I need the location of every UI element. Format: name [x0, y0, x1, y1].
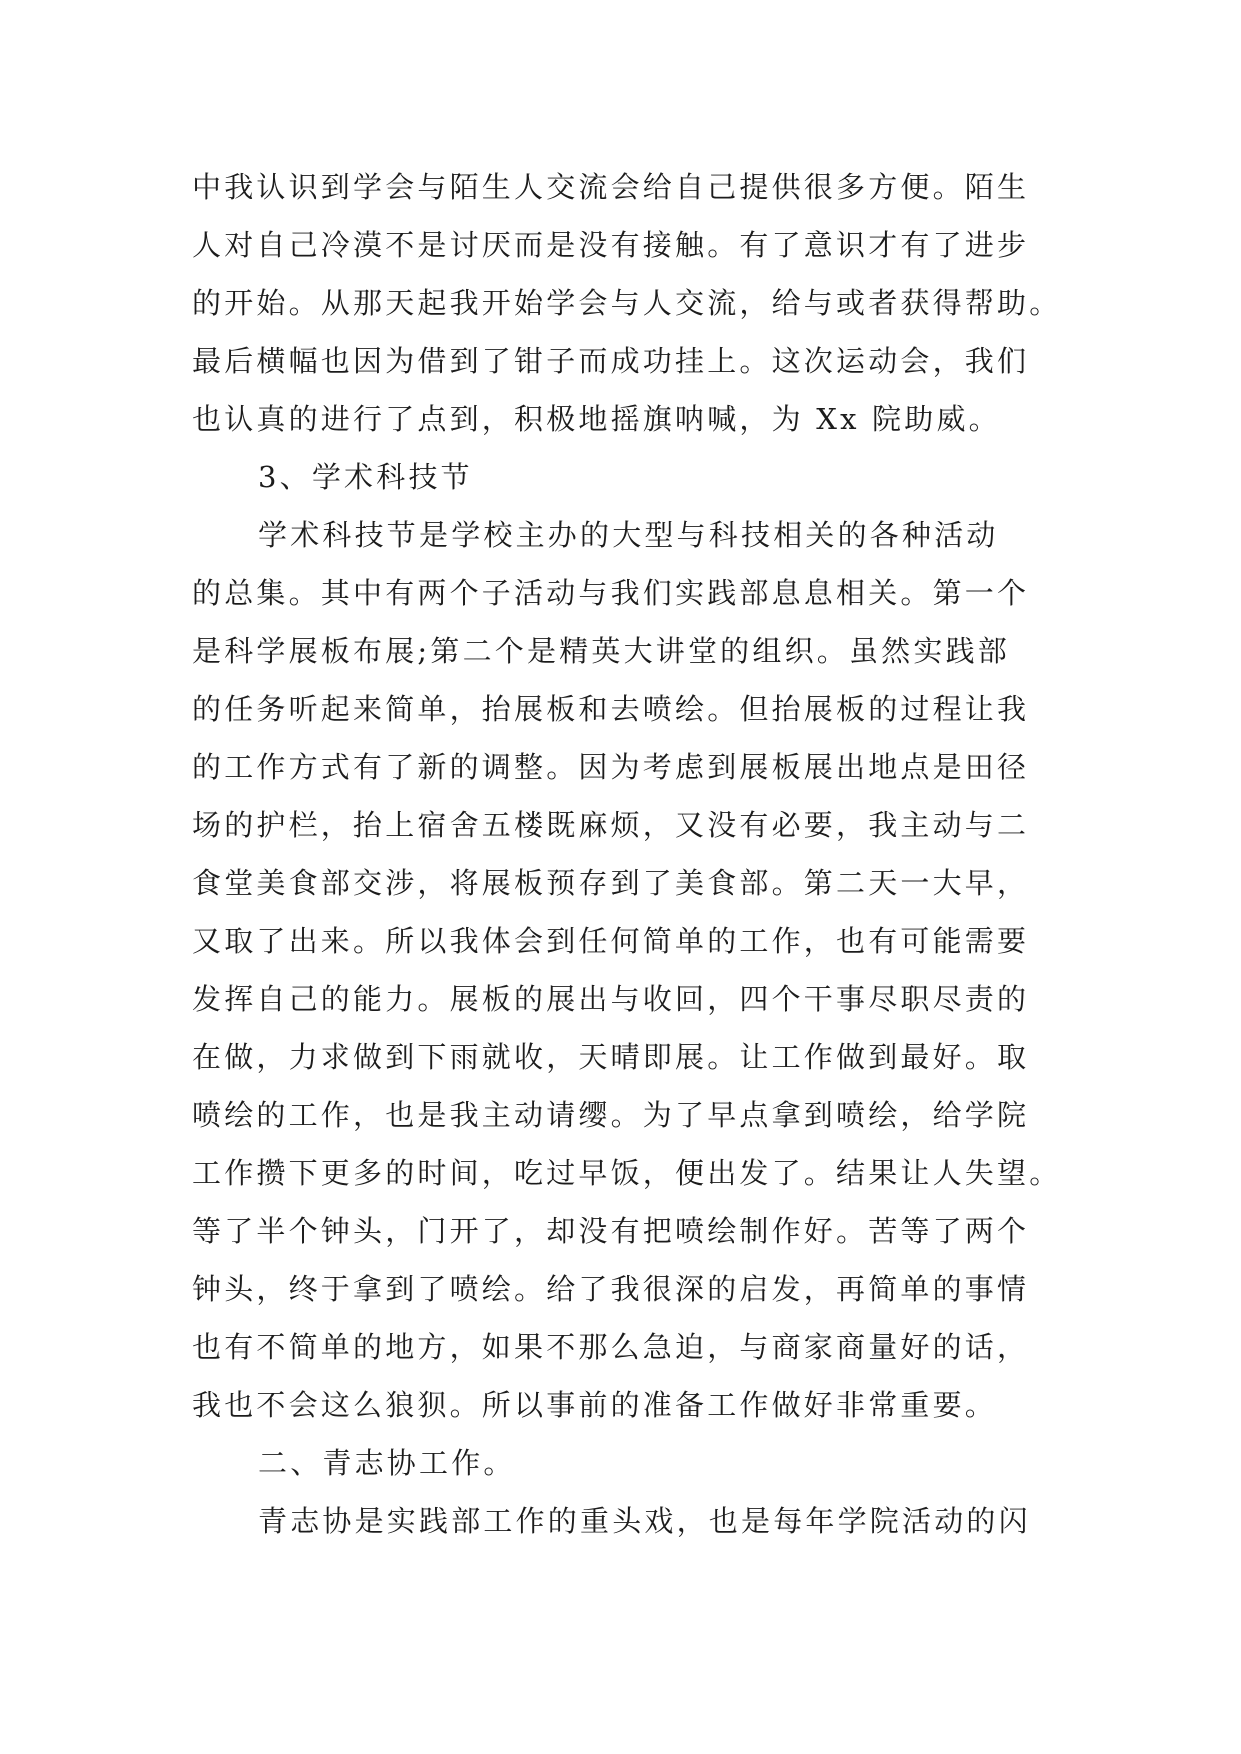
text-line: 我也不会这么狼狈。所以事前的准备工作做好非常重要。: [192, 1388, 998, 1422]
text-line: 又取了出来。所以我体会到任何简单的工作，也有可能需要: [192, 924, 1030, 958]
text-line: 的开始。从那天起我开始学会与人交流，给与或者获得帮助。: [192, 286, 1062, 320]
text-line: 等了半个钟头，门开了，却没有把喷绘制作好。苦等了两个: [192, 1214, 1030, 1248]
text-line: 发挥自己的能力。展板的展出与收回，四个干事尽职尽责的: [192, 982, 1030, 1016]
text-line: 最后横幅也因为借到了钳子而成功挂上。这次运动会，我们: [192, 344, 1030, 378]
text-line: 钟头，终于拿到了喷绘。给了我很深的启发，再简单的事情: [192, 1272, 1030, 1306]
text-line: 食堂美食部交涉，将展板预存到了美食部。第二天一大早，: [192, 866, 1030, 900]
text-line: 在做，力求做到下雨就收，天晴即展。让工作做到最好。取: [192, 1040, 1030, 1074]
paragraph-start-line: 学术科技节是学校主办的大型与科技相关的各种活动: [258, 518, 999, 552]
text-line: 场的护栏，抬上宿舍五楼既麻烦，又没有必要，我主动与二: [192, 808, 1030, 842]
section-heading-academic-tech-festival: 3、学术科技节: [258, 460, 473, 494]
text-line: 也认真的进行了点到，积极地摇旗呐喊，为 Xx 院助威。: [192, 402, 1001, 436]
paragraph-start-line: 青志协是实践部工作的重头戏，也是每年学院活动的闪: [258, 1504, 1031, 1538]
text-line: 中我认识到学会与陌生人交流会给自己提供很多方便。陌生: [192, 170, 1030, 204]
text-line: 也有不简单的地方，如果不那么急迫，与商家商量好的话，: [192, 1330, 1030, 1364]
text-line: 的任务听起来简单，抬展板和去喷绘。但抬展板的过程让我: [192, 692, 1030, 726]
text-line: 是科学展板布展;第二个是精英大讲堂的组织。虽然实践部: [192, 634, 1010, 668]
text-line: 喷绘的工作，也是我主动请缨。为了早点拿到喷绘，给学院: [192, 1098, 1030, 1132]
text-line: 的总集。其中有两个子活动与我们实践部息息相关。第一个: [192, 576, 1030, 610]
text-line: 人对自己冷漠不是讨厌而是没有接触。有了意识才有了进步: [192, 228, 1030, 262]
document-body: [192, 158, 1072, 1550]
text-line: 的工作方式有了新的调整。因为考虑到展板展出地点是田径: [192, 750, 1030, 784]
text-line: 工作攒下更多的时间，吃过早饭，便出发了。结果让人失望。: [192, 1156, 1062, 1190]
section-heading-volunteer-work: 二、青志协工作。: [258, 1446, 516, 1480]
